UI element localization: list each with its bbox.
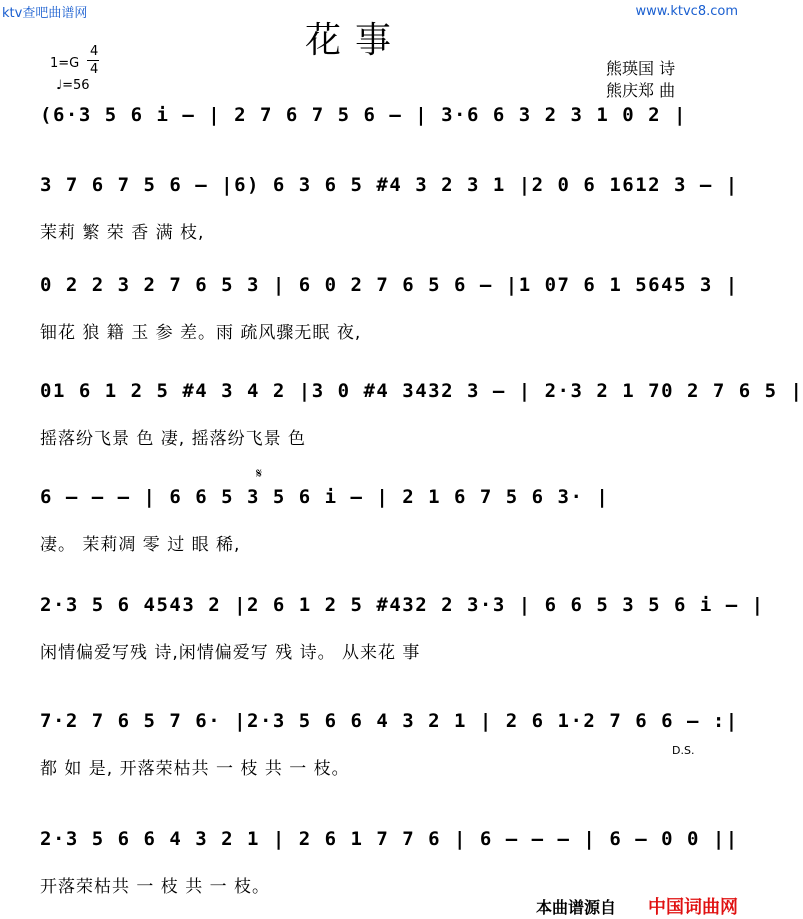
score-system-5 — [40, 466, 712, 556]
lyrics-line: 茉莉 繁 荣 香 满 枝, — [40, 223, 205, 243]
lyrics-line: 闲情偏爱写残 诗,闲情偏爱写 残 诗。 从来花 事 — [40, 643, 421, 663]
score-system-1 — [40, 104, 712, 144]
segno-sign: 𝄋 — [256, 466, 263, 482]
notation-line: 3 7 6 7 5 6 – |6) 6 3 6 5 #4 3 2 3 1 |2 0 6 1612 3 – | — [40, 174, 739, 196]
time-signature-bottom: 4 — [90, 62, 99, 77]
watermark-right: www.ktvc8.com — [635, 4, 738, 19]
footer-source-label: 本曲谱源自 — [536, 898, 617, 917]
notation-line: 7·2 7 6 5 7 6· |2·3 5 6 6 4 3 2 1 | 2 6 1·2 7 6 6 – :| — [40, 710, 739, 732]
score-system-6 — [40, 594, 765, 664]
lyrics-line: 开落荣枯共 一 枝 共 一 枝。 — [40, 877, 271, 897]
lyrics-line: 钿花 狼 籍 玉 参 差。雨 疏风骤无眠 夜, — [40, 323, 362, 343]
lyrics-line: 摇落纷飞景 色 凄, 摇落纷飞景 色 — [40, 429, 307, 449]
score-system-2 — [40, 174, 739, 244]
notation-line: 2·3 5 6 6 4 3 2 1 | 2 6 1 7 7 6 | 6 – – – | 6 – 0 0 || — [40, 828, 739, 850]
lyrics-line: 都 如 是, 开落荣枯共 一 枝 共 一 枝。 — [40, 759, 350, 779]
lyricist-credit: 熊瑛国 诗 — [606, 59, 676, 78]
score-system-3 — [40, 274, 739, 344]
lyrics-line: 凄。 茉莉凋 零 过 眼 稀, — [40, 535, 241, 555]
notation-line: 0 2 2 3 2 7 6 5 3 | 6 0 2 7 6 5 6 – |1 07 6 1 5645 3 | — [40, 274, 739, 296]
notation-line: 2·3 5 6 4543 2 |2 6 1 2 5 #432 2 3·3 | 6 6 5 3 5 6 i – | — [40, 594, 765, 616]
tempo-mark: ♩=56 — [56, 78, 90, 93]
notation-line: (6·3 5 6 i – | 2 7 6 7 5 6 – | 3·6 6 3 2 3 1 0 2 | — [40, 104, 687, 126]
watermark-left: ktv查吧曲谱网 — [2, 6, 88, 21]
score-system-8 — [40, 828, 739, 898]
key-signature: 1=G — [50, 56, 80, 71]
notation-line: 01 6 1 2 5 #4 3 4 2 |3 0 #4 3432 3 – | 2·3 2 1 70 2 7 6 5 | — [40, 380, 803, 402]
notation-line: 6 – – – | 6 6 5 3 5 6 i – | 2 1 6 7 5 6 3· | — [40, 486, 610, 508]
song-title: 花事 — [305, 20, 406, 61]
footer-site-name: 中国词曲网 — [648, 897, 738, 918]
time-signature-top: 4 — [90, 44, 99, 59]
time-signature-bar — [87, 60, 99, 61]
composer-credit: 熊庆郑 曲 — [606, 81, 676, 100]
score-system-4 — [40, 380, 803, 450]
score-system-7 — [40, 710, 739, 780]
dal-segno-mark: D.S. — [672, 744, 695, 757]
